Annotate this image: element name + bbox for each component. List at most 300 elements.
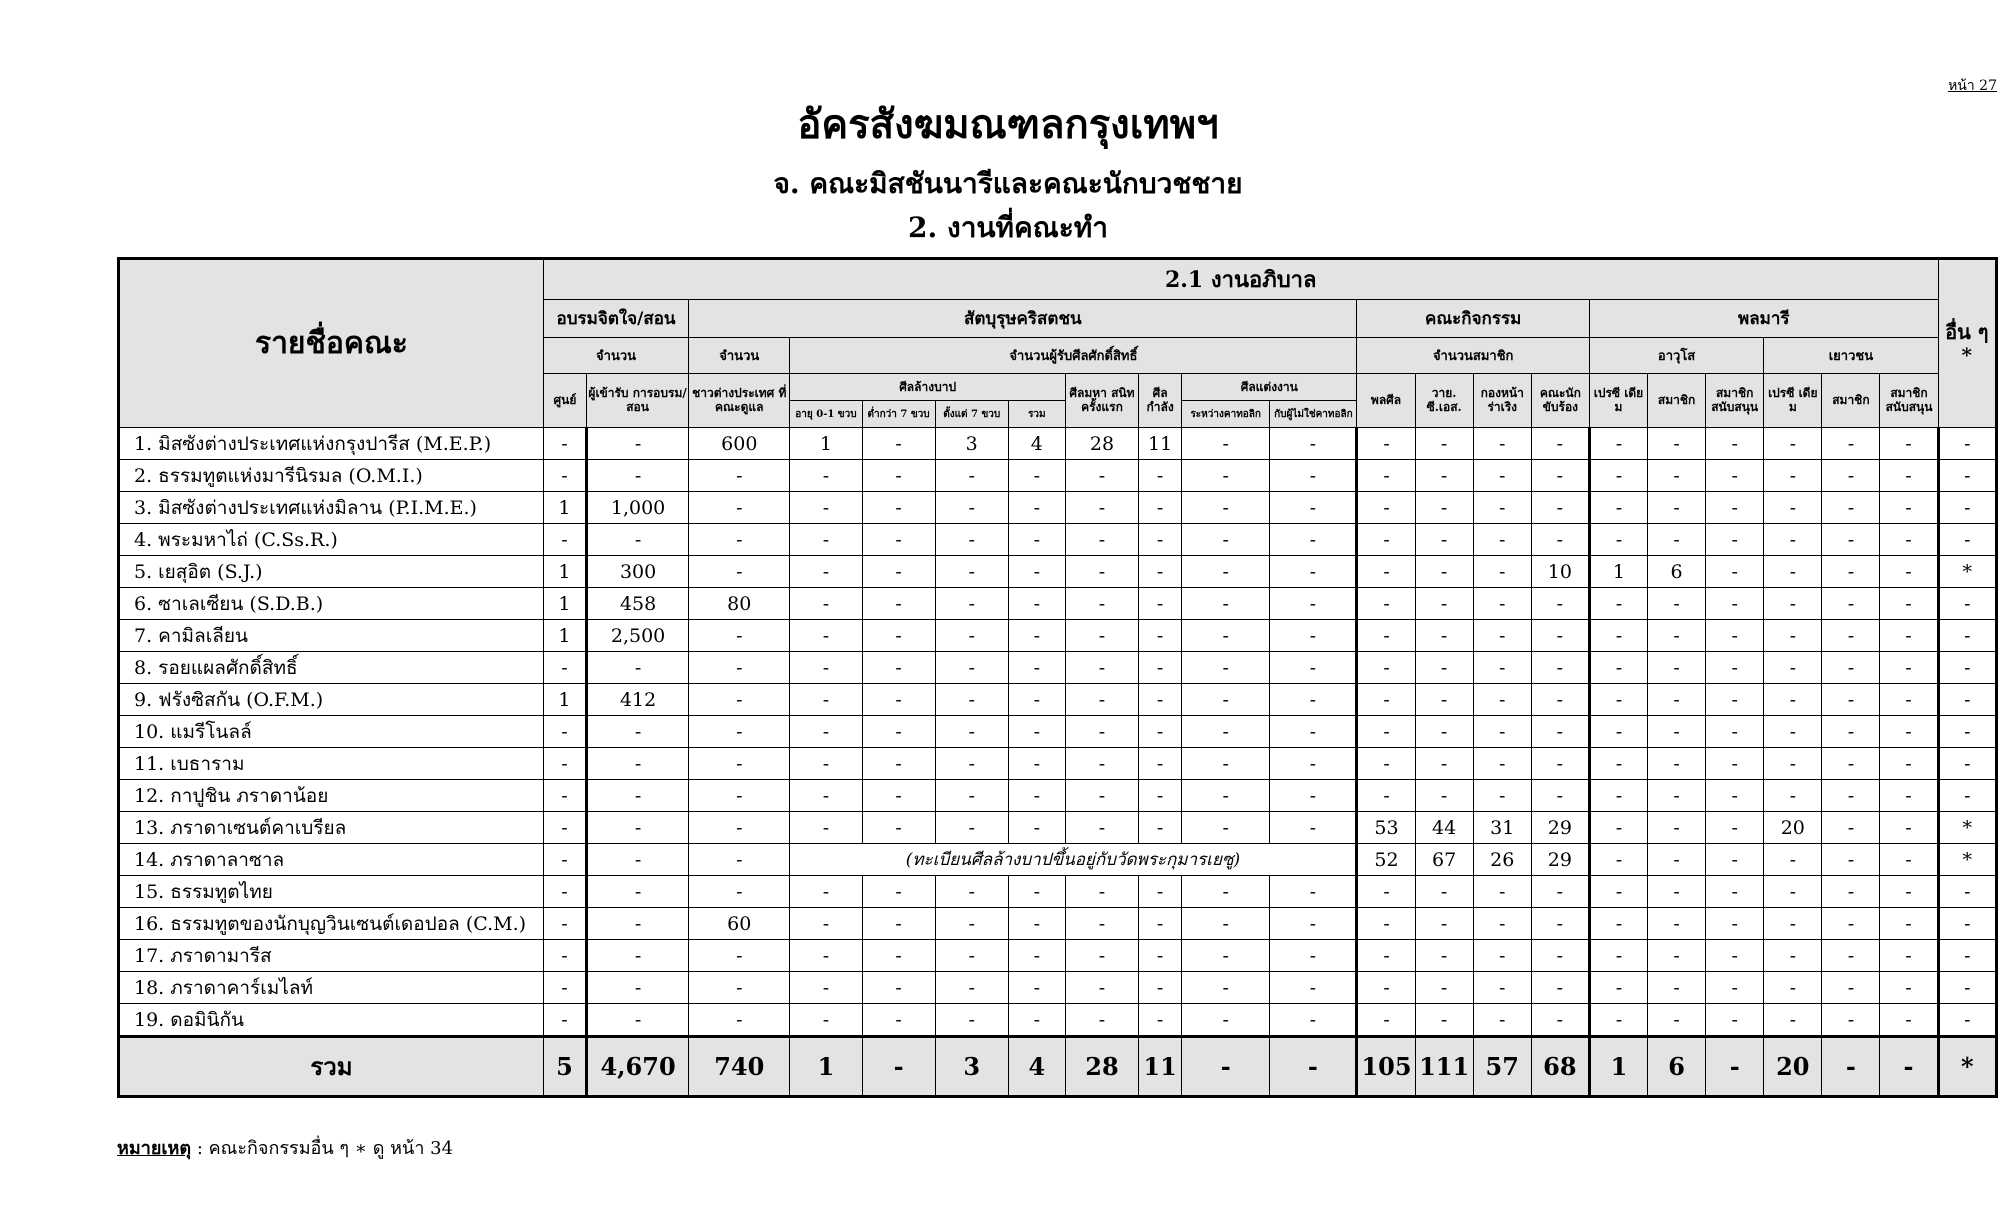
table-cell: - <box>1065 908 1138 940</box>
table-cell: - <box>862 940 935 972</box>
table-cell: - <box>1589 1004 1647 1037</box>
table-cell: - <box>689 1004 790 1037</box>
header-member-youth: สมาชิก <box>1822 374 1880 428</box>
table-row <box>119 940 1997 972</box>
table-cell: - <box>1065 876 1138 908</box>
table-cell: - <box>1473 652 1531 684</box>
table-cell: - <box>1008 780 1065 812</box>
table-cell: - <box>1706 556 1764 588</box>
table-cell: - <box>1065 684 1138 716</box>
table-cell: - <box>1589 492 1647 524</box>
table-body <box>119 428 1997 1097</box>
table-cell: - <box>1065 972 1138 1004</box>
table-cell: - <box>1764 460 1822 492</box>
table-cell: - <box>1182 652 1270 684</box>
header-amount-2: จำนวน <box>689 338 790 374</box>
table-cell: - <box>1938 972 1996 1004</box>
table-cell: 52 <box>1357 844 1415 876</box>
total-cell: 6 <box>1648 1037 1706 1097</box>
table-cell: - <box>1270 684 1357 716</box>
table-cell: - <box>935 524 1008 556</box>
header-over-7: ตั้งแต่ 7 ขวบ <box>935 401 1008 428</box>
table-cell: - <box>1139 684 1182 716</box>
table-cell: - <box>1531 940 1589 972</box>
table-cell: - <box>1648 716 1706 748</box>
table-row <box>119 812 1997 844</box>
table-cell: - <box>689 716 790 748</box>
table-cell: - <box>1357 908 1415 940</box>
table-cell: - <box>1822 684 1880 716</box>
table-cell: - <box>862 876 935 908</box>
table-cell: - <box>1182 716 1270 748</box>
table-cell: 60 <box>689 908 790 940</box>
table-cell: - <box>935 780 1008 812</box>
table-cell: - <box>935 460 1008 492</box>
table-cell: - <box>1415 588 1473 620</box>
total-label: รวม <box>119 1037 544 1097</box>
table-cell: - <box>1357 492 1415 524</box>
table-cell: - <box>1648 428 1706 460</box>
table-cell: - <box>1880 460 1938 492</box>
table-cell: - <box>1764 684 1822 716</box>
table-cell: - <box>1065 780 1138 812</box>
table-cell: - <box>1648 524 1706 556</box>
table-cell: - <box>1764 908 1822 940</box>
row-name: 1. มิสซังต่างประเทศแห่งกรุงปารีส (M.E.P.) <box>119 428 544 460</box>
table-cell: - <box>1589 652 1647 684</box>
table-cell: - <box>1764 428 1822 460</box>
table-cell: - <box>1764 876 1822 908</box>
table-cell: - <box>1008 492 1065 524</box>
table-cell: - <box>1415 620 1473 652</box>
table-row <box>119 588 1997 620</box>
total-cell: - <box>1182 1037 1270 1097</box>
page-title: อัครสังฆมณฑลกรุงเทพฯ <box>797 101 1219 148</box>
table-cell: - <box>1065 492 1138 524</box>
table-cell: - <box>1065 588 1138 620</box>
table-cell: - <box>1139 524 1182 556</box>
table-cell: - <box>1648 588 1706 620</box>
header-support-youth: สมาชิก สนับสนุน <box>1880 374 1938 428</box>
table-cell: - <box>1938 684 1996 716</box>
table-row <box>119 716 1997 748</box>
row-name: 2. ธรรมทูตแห่งมารีนิรมล (O.M.I.) <box>119 460 544 492</box>
table-cell: - <box>790 492 862 524</box>
table-cell: - <box>689 972 790 1004</box>
table-cell: - <box>1706 1004 1764 1037</box>
table-cell: - <box>1008 1004 1065 1037</box>
table-cell: - <box>1648 908 1706 940</box>
table-cell: - <box>1880 940 1938 972</box>
table-cell: - <box>1415 908 1473 940</box>
table-cell: - <box>1182 972 1270 1004</box>
table-cell: - <box>935 972 1008 1004</box>
table-cell: - <box>1065 620 1138 652</box>
table-cell: - <box>1357 684 1415 716</box>
table-cell: - <box>1357 556 1415 588</box>
table-cell: - <box>586 524 688 556</box>
table-cell: - <box>1880 844 1938 876</box>
table-cell: - <box>1415 684 1473 716</box>
header-under-7: ต่ำกว่า 7 ขวบ <box>862 401 935 428</box>
table-cell: - <box>1270 652 1357 684</box>
table-cell: - <box>1270 876 1357 908</box>
table-cell: - <box>1589 908 1647 940</box>
table-cell: - <box>1589 876 1647 908</box>
table-cell: - <box>689 620 790 652</box>
table-cell: - <box>689 460 790 492</box>
table-cell: - <box>689 748 790 780</box>
table-cell: - <box>1139 460 1182 492</box>
table-cell: - <box>1182 940 1270 972</box>
table-cell: - <box>1822 972 1880 1004</box>
table-cell: 1,000 <box>586 492 688 524</box>
table-cell: - <box>1764 716 1822 748</box>
table-cell: - <box>1938 748 1996 780</box>
table-cell: - <box>1822 1004 1880 1037</box>
table-cell: - <box>1065 812 1138 844</box>
table-cell: - <box>1589 812 1647 844</box>
table-cell: - <box>689 844 790 876</box>
table-cell: - <box>1415 940 1473 972</box>
table-cell: 458 <box>586 588 688 620</box>
header-pesidium-adult: เปรซี เดียม <box>1589 374 1647 428</box>
table-cell: 3 <box>935 428 1008 460</box>
table-cell: - <box>1589 428 1647 460</box>
table-cell: - <box>543 844 586 876</box>
table-cell: - <box>790 940 862 972</box>
table-cell: - <box>543 780 586 812</box>
table-cell: - <box>543 716 586 748</box>
table-cell: - <box>1065 460 1138 492</box>
table-cell: - <box>1822 876 1880 908</box>
table-cell: - <box>1531 972 1589 1004</box>
table-cell: - <box>1706 812 1764 844</box>
table-cell: - <box>1589 524 1647 556</box>
table-row <box>119 972 1997 1004</box>
table-cell: - <box>1065 716 1138 748</box>
table-cell: - <box>1822 652 1880 684</box>
table-cell: - <box>1270 556 1357 588</box>
table-cell: - <box>1880 716 1938 748</box>
table-cell: 600 <box>689 428 790 460</box>
table-cell: - <box>935 1004 1008 1037</box>
header-cheer: กองหน้า ร่าเริง <box>1473 374 1531 428</box>
total-cell: 57 <box>1473 1037 1531 1097</box>
table-cell: - <box>1139 652 1182 684</box>
table-cell: 29 <box>1531 844 1589 876</box>
table-cell: - <box>1065 556 1138 588</box>
table-cell: - <box>862 556 935 588</box>
total-cell: 1 <box>790 1037 862 1097</box>
table-cell: - <box>1182 908 1270 940</box>
table-cell: - <box>1822 780 1880 812</box>
table-cell: 1 <box>1589 556 1647 588</box>
table-cell: - <box>1415 716 1473 748</box>
total-cell: 4 <box>1008 1037 1065 1097</box>
row-name: 17. ภราดามารีส <box>119 940 544 972</box>
table-cell: - <box>1182 780 1270 812</box>
table-cell: - <box>790 908 862 940</box>
table-cell: - <box>1938 652 1996 684</box>
table-cell: - <box>1182 684 1270 716</box>
table-cell: - <box>1182 588 1270 620</box>
table-cell: - <box>1880 428 1938 460</box>
table-cell: - <box>1822 940 1880 972</box>
table-cell: - <box>1415 652 1473 684</box>
table-row <box>119 684 1997 716</box>
table-cell: - <box>1880 556 1938 588</box>
table-cell: - <box>586 716 688 748</box>
table-cell: 53 <box>1357 812 1415 844</box>
total-cell: 5 <box>543 1037 586 1097</box>
table-cell: - <box>1648 940 1706 972</box>
table-cell: - <box>862 652 935 684</box>
table-cell: - <box>1139 588 1182 620</box>
table-cell: - <box>1473 1004 1531 1037</box>
table-cell: - <box>1880 620 1938 652</box>
table-cell: - <box>1822 588 1880 620</box>
row-name: 8. รอยแผลศักดิ์สิทธิ์ <box>119 652 544 684</box>
table-cell: - <box>1270 428 1357 460</box>
table-cell: - <box>1415 780 1473 812</box>
total-cell: 3 <box>935 1037 1008 1097</box>
row-name: 18. ภราดาคาร์เมไลท์ <box>119 972 544 1004</box>
table-cell: - <box>1415 492 1473 524</box>
table-cell: - <box>1589 588 1647 620</box>
table-cell: - <box>1648 684 1706 716</box>
table-cell: - <box>1531 492 1589 524</box>
table-cell: - <box>1270 780 1357 812</box>
table-cell: - <box>790 588 862 620</box>
table-row <box>119 876 1997 908</box>
table-cell: - <box>1531 428 1589 460</box>
table-cell: - <box>1706 652 1764 684</box>
table-cell: - <box>1822 716 1880 748</box>
table-cell: - <box>935 652 1008 684</box>
table-cell: - <box>543 428 586 460</box>
table-cell: - <box>1182 428 1270 460</box>
row-name: 6. ซาเลเซียน (S.D.B.) <box>119 588 544 620</box>
table-cell: - <box>1706 620 1764 652</box>
table-cell: - <box>1357 972 1415 1004</box>
table-cell: - <box>1139 908 1182 940</box>
row-name: 14. ภราดาลาซาล <box>119 844 544 876</box>
table-cell: - <box>935 812 1008 844</box>
table-cell: - <box>689 876 790 908</box>
table-cell: - <box>1473 556 1531 588</box>
header-other: อื่น ๆ * <box>1938 259 1996 428</box>
table-cell: - <box>689 492 790 524</box>
table-cell: - <box>1764 588 1822 620</box>
table-cell: - <box>862 780 935 812</box>
header-center: ศูนย์ <box>543 374 586 428</box>
table-cell: - <box>1357 588 1415 620</box>
row-name: 19. ดอมินิกัน <box>119 1004 544 1037</box>
total-cell: 1 <box>1589 1037 1647 1097</box>
table-cell: - <box>1473 588 1531 620</box>
table-cell: - <box>1706 684 1764 716</box>
table-cell: - <box>1938 588 1996 620</box>
table-cell: - <box>1706 876 1764 908</box>
table-cell: - <box>1415 460 1473 492</box>
table-cell: - <box>1938 716 1996 748</box>
table-row <box>119 748 1997 780</box>
table-cell: - <box>862 460 935 492</box>
table-cell: - <box>1065 1004 1138 1037</box>
table-cell: - <box>935 620 1008 652</box>
table-cell: - <box>1270 940 1357 972</box>
table-cell: - <box>1880 812 1938 844</box>
table-cell: - <box>1822 492 1880 524</box>
total-cell: - <box>1822 1037 1880 1097</box>
header-baptism-total: รวม <box>1008 401 1065 428</box>
header-mixed-marriage: กับผู้ไม่ใช่คาทอลิก <box>1270 401 1357 428</box>
table-cell: - <box>1473 684 1531 716</box>
table-cell: 10 <box>1531 556 1589 588</box>
table-cell: - <box>1706 428 1764 460</box>
table-cell: - <box>1270 908 1357 940</box>
table-cell: - <box>586 908 688 940</box>
section-subtitle: จ. คณะมิสชันนารีและคณะนักบวชชาย <box>773 167 1243 200</box>
table-cell: 1 <box>543 620 586 652</box>
table-cell: 31 <box>1473 812 1531 844</box>
table-cell: - <box>790 460 862 492</box>
table-cell: - <box>1008 460 1065 492</box>
total-cell: 4,670 <box>586 1037 688 1097</box>
table-cell: - <box>790 556 862 588</box>
table-cell: - <box>862 972 935 1004</box>
total-cell: 111 <box>1415 1037 1473 1097</box>
table-cell: 1 <box>543 684 586 716</box>
table-cell: - <box>1938 876 1996 908</box>
table-cell: - <box>1706 908 1764 940</box>
table-cell: * <box>1938 844 1996 876</box>
row-name: 3. มิสซังต่างประเทศแห่งมิลาน (P.I.M.E.) <box>119 492 544 524</box>
row-name: 13. ภราดาเซนต์คาเบรียล <box>119 812 544 844</box>
table-cell: - <box>1648 460 1706 492</box>
header-foreigners: ชาวต่างประเทศ ที่คณะดูแล <box>689 374 790 428</box>
table-cell: - <box>1822 844 1880 876</box>
table-cell: - <box>1139 940 1182 972</box>
table-cell: - <box>1764 620 1822 652</box>
table-cell: - <box>1357 940 1415 972</box>
table-cell: - <box>1270 524 1357 556</box>
table-cell: - <box>1473 908 1531 940</box>
table-cell: - <box>1764 524 1822 556</box>
table-cell: - <box>1648 620 1706 652</box>
table-cell: - <box>1415 876 1473 908</box>
table-cell: - <box>1182 876 1270 908</box>
header-support-adult: สมาชิก สนับสนุน <box>1706 374 1764 428</box>
table-cell: - <box>1531 620 1589 652</box>
table-cell: - <box>1008 716 1065 748</box>
table-cell: 6 <box>1648 556 1706 588</box>
table-cell: - <box>1706 492 1764 524</box>
table-cell: - <box>935 940 1008 972</box>
table-cell: - <box>586 972 688 1004</box>
table-cell: - <box>790 972 862 1004</box>
table-cell: - <box>1415 748 1473 780</box>
table-cell: - <box>1270 812 1357 844</box>
table-row <box>119 428 1997 460</box>
table-cell: - <box>1139 876 1182 908</box>
table-cell: - <box>1706 460 1764 492</box>
table-cell: - <box>1706 972 1764 1004</box>
footnote-text: : คณะกิจกรรมอื่น ๆ ∗ ดู หน้า 34 <box>191 1138 454 1159</box>
table-cell: - <box>689 780 790 812</box>
table-cell: - <box>1880 684 1938 716</box>
table-row <box>119 524 1997 556</box>
table-cell: - <box>543 460 586 492</box>
header-section: 2.1 งานอภิบาล <box>543 259 1938 300</box>
table-cell: - <box>790 684 862 716</box>
total-cell: 740 <box>689 1037 790 1097</box>
table-cell: - <box>1648 812 1706 844</box>
table-cell: - <box>1473 748 1531 780</box>
table-cell: - <box>1182 524 1270 556</box>
row-name: 12. กาปูชิน ภราดาน้อย <box>119 780 544 812</box>
total-cell: 11 <box>1139 1037 1182 1097</box>
table-cell: - <box>862 1004 935 1037</box>
table-row <box>119 844 1997 876</box>
table-row <box>119 652 1997 684</box>
header-member-adult: สมาชิก <box>1648 374 1706 428</box>
table-cell: - <box>1880 780 1938 812</box>
table-cell: - <box>862 684 935 716</box>
row-name: 10. แมรีโนลล์ <box>119 716 544 748</box>
table-cell: - <box>1182 1004 1270 1037</box>
table-cell: - <box>862 492 935 524</box>
table-cell: - <box>1008 812 1065 844</box>
table-cell: - <box>790 876 862 908</box>
total-cell: - <box>862 1037 935 1097</box>
table-cell: - <box>1473 780 1531 812</box>
table-cell: - <box>1065 940 1138 972</box>
table-cell: - <box>586 876 688 908</box>
table-cell: - <box>1706 748 1764 780</box>
table-cell: - <box>1473 940 1531 972</box>
table-cell: - <box>1938 620 1996 652</box>
table-cell: - <box>1139 556 1182 588</box>
table-cell: - <box>689 556 790 588</box>
table-cell: - <box>1139 780 1182 812</box>
table-cell: - <box>1938 908 1996 940</box>
table-cell: - <box>1357 524 1415 556</box>
table-cell: 4 <box>1008 428 1065 460</box>
table-cell: - <box>1357 620 1415 652</box>
header-first-communion: ศีลมหา สนิท ครั้งแรก <box>1065 374 1138 428</box>
table-cell: - <box>1008 876 1065 908</box>
table-cell: - <box>862 748 935 780</box>
table-cell: - <box>1938 524 1996 556</box>
table-cell: - <box>862 812 935 844</box>
table-cell: - <box>1182 812 1270 844</box>
table-cell: - <box>586 780 688 812</box>
table-cell: - <box>862 716 935 748</box>
table-cell: - <box>1473 620 1531 652</box>
table-cell: - <box>1008 748 1065 780</box>
table-cell: - <box>1880 588 1938 620</box>
table-cell: - <box>1473 972 1531 1004</box>
row-name: 15. ธรรมทูตไทย <box>119 876 544 908</box>
table-cell: - <box>1008 556 1065 588</box>
table-cell: - <box>790 652 862 684</box>
table-cell: - <box>1415 524 1473 556</box>
table-cell: - <box>586 748 688 780</box>
table-cell: - <box>689 684 790 716</box>
table-cell: - <box>1648 780 1706 812</box>
